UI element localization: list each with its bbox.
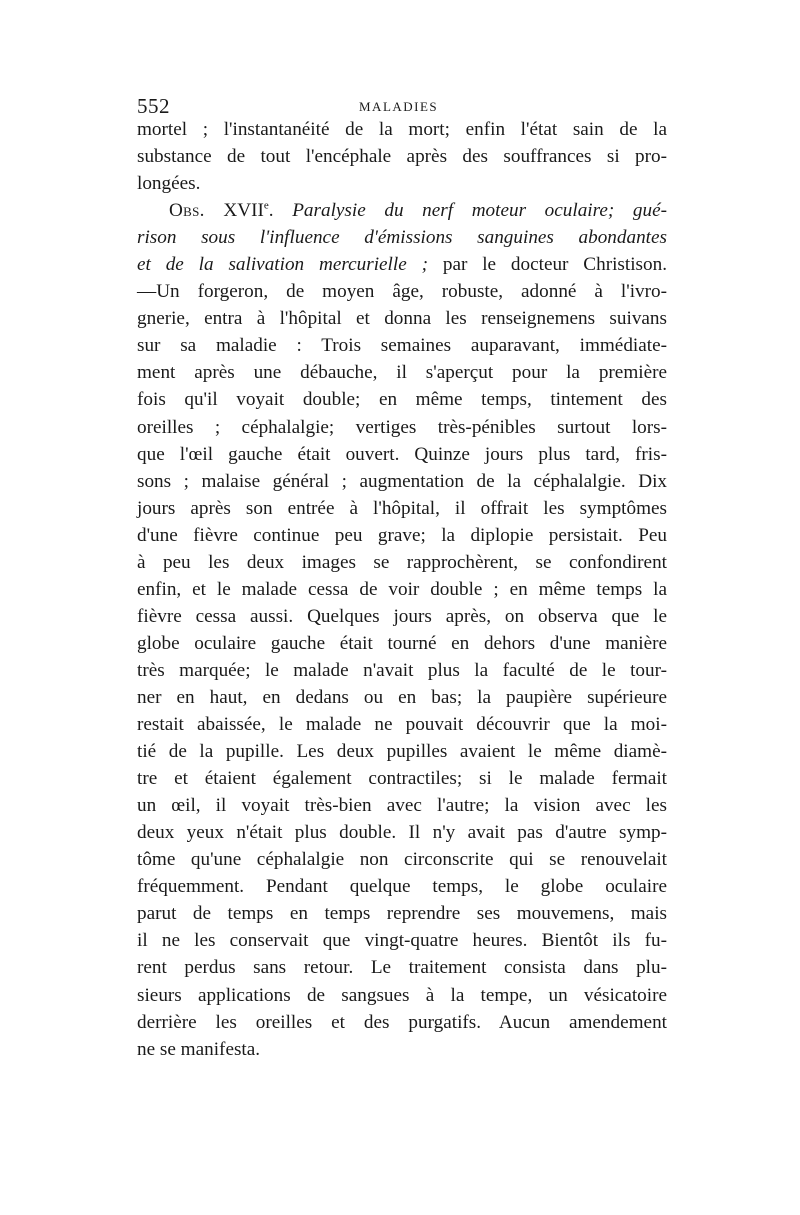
observation-number-superscript: e <box>263 199 269 212</box>
observation-label: Obs. <box>169 200 205 222</box>
text-line: sur sa maladie : Trois semaines auparavant, immédiate- <box>137 335 667 357</box>
text-line: globe oculaire gauche était tourné en dehors d'une manière <box>137 632 667 654</box>
text-line: mortel ; l'instantanéité de la mort; enfin l'état sain de la <box>137 119 667 140</box>
text-line: il ne les conservait que vingt-quatre heures. Bientôt ils fu- <box>137 930 667 952</box>
text-line: à peu les deux images se rapprochèrent, se confondirent <box>137 551 667 573</box>
text-line: fièvre cessa aussi. Quelques jours après, on observa que le <box>137 605 667 627</box>
text-line: tié de la pupille. Les deux pupilles avaient le même diamè- <box>137 741 667 763</box>
text-line: tre et étaient également contractiles; si le malade fermait <box>137 768 667 790</box>
text-line: gnerie, entra à l'hôpital et donna les renseignemens suivans <box>137 308 667 330</box>
observation-title: Paralysie du nerf moteur oculaire; gué- <box>292 200 667 222</box>
text-line: fréquemment. Pendant quelque temps, le globe oculaire <box>137 876 667 898</box>
page-header <box>137 94 667 118</box>
text-line: ment après une débauche, il s'aperçut pour la première <box>137 362 667 384</box>
text-line: enfin, et le malade cessa de voir double ; en même temps la <box>137 578 667 600</box>
text-line: fois qu'il voyait double; en même temps, tintement des <box>137 389 667 411</box>
text-line: ner en haut, en dedans ou en bas; la paupière supérieure <box>137 686 667 708</box>
text-line: très marquée; le malade n'avait plus la faculté de le tour- <box>137 659 667 681</box>
running-head: MALADIES <box>359 99 439 114</box>
text-line: —Un forgeron, de moyen âge, robuste, adonné à l'ivro- <box>137 281 667 303</box>
observation-number: XVII <box>223 200 264 222</box>
text-line: un œil, il voyait très-bien avec l'autre; la vision avec les <box>137 795 667 817</box>
text-line: que l'œil gauche était ouvert. Quinze jours plus tard, fris- <box>137 443 667 465</box>
text-line: d'une fièvre continue peu grave; la diplopie persistait. Peu <box>137 524 667 546</box>
text-line: derrière les oreilles et des purgatifs. Aucun amendement <box>137 1011 667 1033</box>
observation-author: par le docteur Christison. <box>427 254 667 276</box>
text-line: sons ; malaise général ; augmentation de la céphalalgie. Dix <box>137 470 667 492</box>
observation-title-end: et de la salivation mercurielle ; <box>137 254 428 276</box>
observation-title-line <box>137 251 667 278</box>
text-line: oreilles ; céphalalgie; vertiges très-pénibles surtout lors- <box>137 416 667 438</box>
body-text <box>137 116 667 1063</box>
text-line: deux yeux n'était plus double. Il n'y avait pas d'autre symp- <box>137 822 667 844</box>
text-line: restait abaissée, le malade ne pouvait découvrir que la moi- <box>137 714 667 736</box>
text-line: ne se manifesta. <box>137 1038 261 1060</box>
observation-title-line: rison sous l'influence d'émissions sanguines abondantes <box>137 227 667 249</box>
text-line: substance de tout l'encéphale après des souffrances si pro- <box>137 146 667 168</box>
text-line: jours après son entrée à l'hôpital, il offrait les symptômes <box>137 497 667 519</box>
text-line: tôme qu'une céphalalgie non circonscrite qui se renouvelait <box>137 849 667 871</box>
text-line: parut de temps en temps reprendre ses mouvemens, mais <box>137 903 667 925</box>
observation-heading-line: Obs. XVIIe. Paralysie du nerf moteur oculaire; gué- <box>169 199 667 222</box>
text-line: longées. <box>137 173 201 195</box>
text-line: sieurs applications de sangsues à la tempe, un vésicatoire <box>137 984 667 1006</box>
page-number: 552 <box>137 94 170 118</box>
text-line: rent perdus sans retour. Le traitement consista dans plu- <box>137 957 667 979</box>
